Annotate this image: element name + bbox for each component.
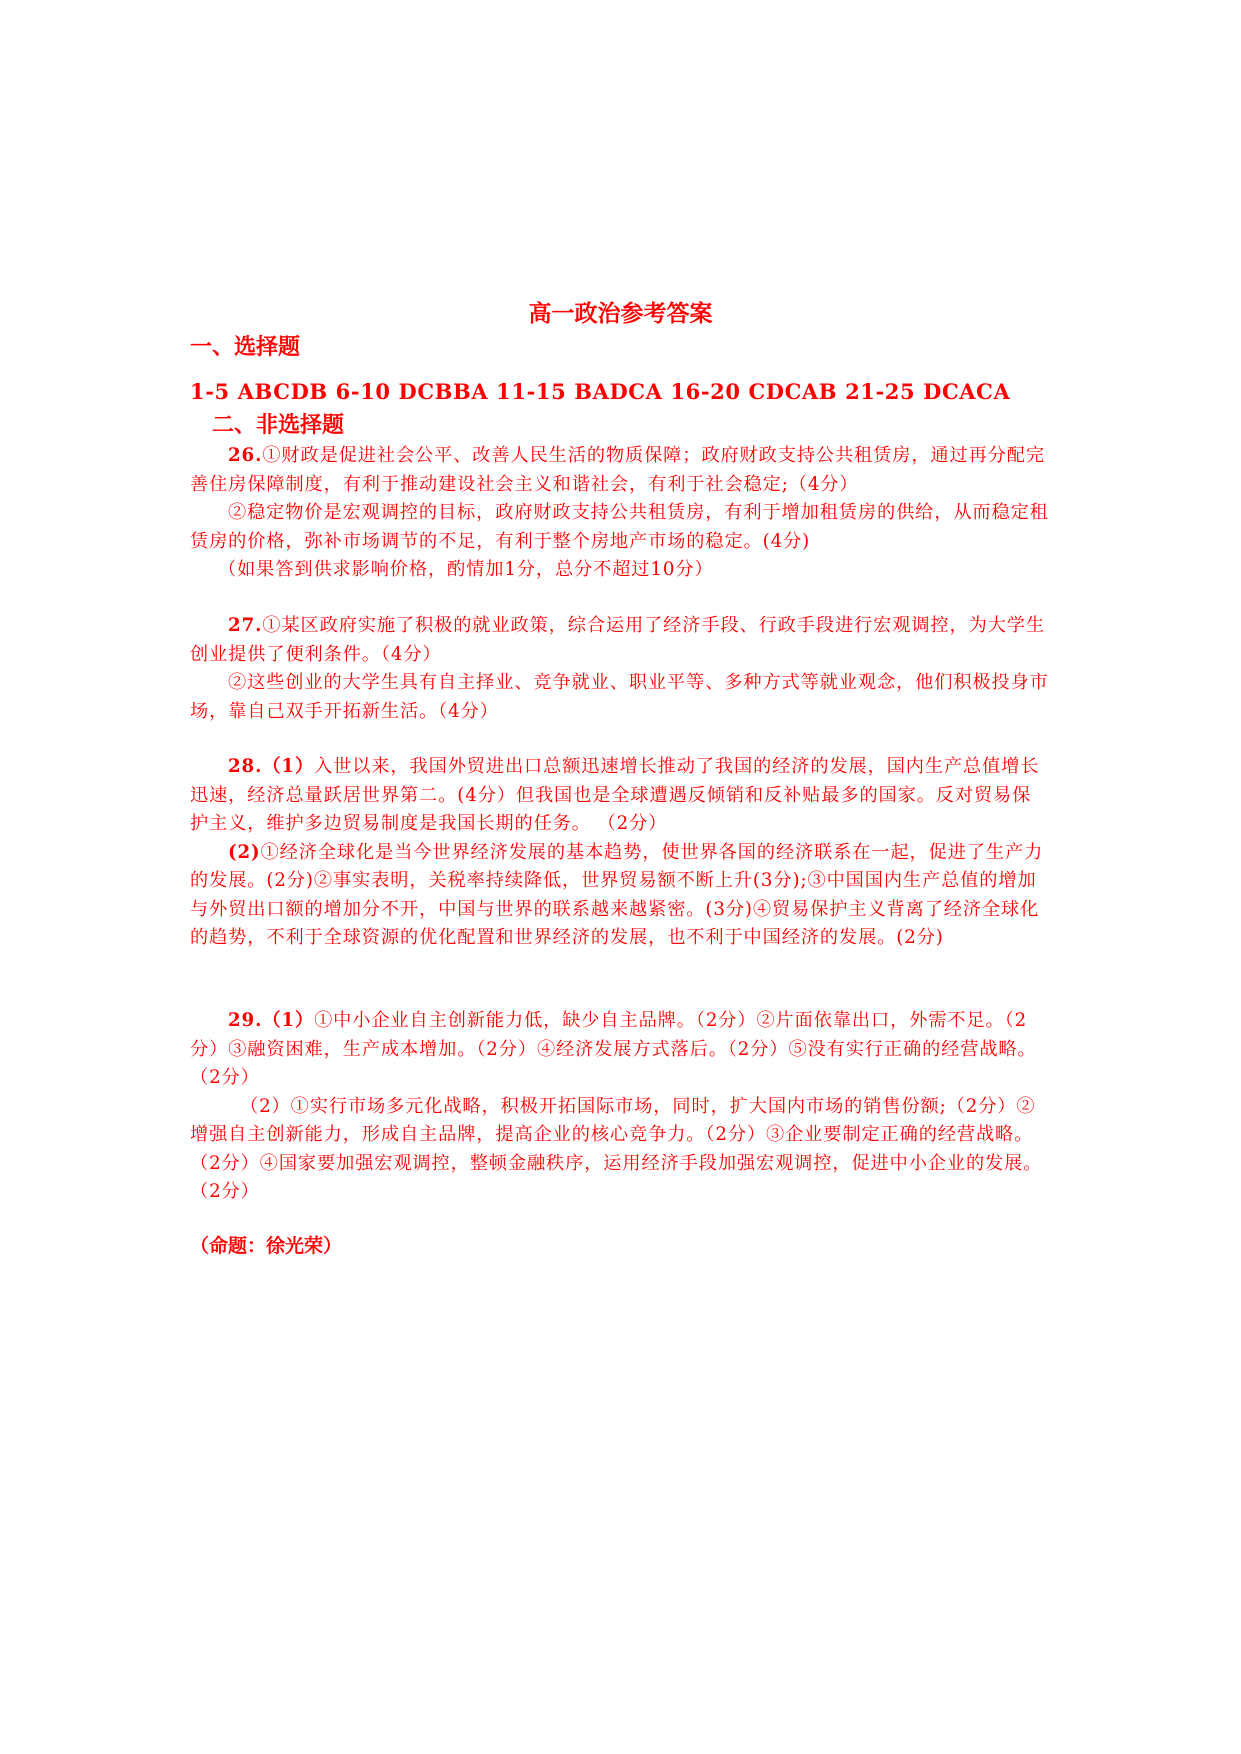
question-26-note: （如果答到供求影响价格，酌情加1分，总分不超过10分） xyxy=(218,559,714,580)
section-heading-non-choice: 二、非选择题 xyxy=(212,413,345,438)
question-28-text-1: 入世以来，我国外贸进出口总额迅速增长推动了我国的经济的发展，国内生产总值增长迅速，经济总量跃居世界第二。(4分）但我国也是全球遭遇反倾销和反补贴最多的国家。反对贸易保护主义，维护多边贸易制度是我国长期的任务。 （2分） xyxy=(190,756,1040,834)
question-28-paragraph-1 xyxy=(190,753,1050,839)
question-27-number: 27. xyxy=(228,615,263,636)
page-title: 高一政治参考答案 xyxy=(528,301,713,327)
question-29-paragraph-1 xyxy=(190,1007,1050,1093)
question-28 xyxy=(190,753,1050,953)
question-26-text-1: ①财政是促进社会公平、改善人民生活的物质保障；政府财政支持公共租赁房，通过再分配完善住房保障制度，有利于推动建设社会主义和谐社会，有利于社会稳定;（4分） xyxy=(190,445,1045,495)
answer-key: 1-5 ABCDB 6-10 DCBBA 11-15 BADCA 16-20 CDCAB 21-25 DCACA xyxy=(190,379,1011,404)
question-28-text-2: ①经济全球化是当今世界经济发展的基本趋势，使世界各国的经济联系在一起，促进了生产力的发展。(2分)②事实表明，关税率持续降低，世界贸易额不断上升(3分);③中国国内生产总值的增加与外贸出口额的增加分不开，中国与世界的联系越来越紧密。(3分)④贸易保护主义背离了经济全球化的趋势，不利于全球资源的优化配置和世界经济的发展，也不利于中国经济的发展。(2分) xyxy=(190,841,1044,948)
question-29-paragraph-2: （2）①实行市场多元化战略，积极开拓国际市场，同时，扩大国内市场的销售份额;（2分）②增强自主创新能力，形成自主品牌，提高企业的核心竞争力。（2分）③企业要制定正确的经营战略。（2分）④国家要加强宏观调控，整顿金融秩序，运用经济手段加强宏观调控，促进中小企业的发展。（2分） xyxy=(190,1095,1043,1202)
question-28-paragraph-2 xyxy=(190,839,1050,953)
question-29 xyxy=(190,1007,1050,1207)
question-29-text-1: ①中小企业自主创新能力低，缺少自主品牌。（2分）②片面依靠出口，外需不足。（2分）③融资困难，生产成本增加。（2分）④经济发展方式落后。（2分）⑤没有实行正确的经营战略。（2分） xyxy=(190,1010,1037,1088)
question-27-paragraph-2: ②这些创业的大学生具有自主择业、竞争就业、职业平等、多种方式等就业观念，他们积极投身市场，靠自己双手开拓新生活。（4分） xyxy=(190,672,1049,722)
question-26-number: 26. xyxy=(228,445,263,466)
question-29-number: 29.（1） xyxy=(228,1010,315,1031)
question-26-paragraph-2: ②稳定物价是宏观调控的目标，政府财政支持公共租赁房，有利于增加租赁房的供给，从而稳定租赁房的价格，弥补市场调节的不足，有利于整个房地产市场的稳定。(4分) xyxy=(190,502,1049,552)
question-28-number: 28.（1） xyxy=(228,756,315,777)
question-26-paragraph-1 xyxy=(190,442,1050,499)
question-27 xyxy=(190,612,1050,726)
author-credit: （命题：徐光荣） xyxy=(190,1235,343,1257)
question-27-paragraph-1 xyxy=(190,612,1050,669)
question-28-subnumber: (2) xyxy=(228,841,261,863)
question-26 xyxy=(190,442,1050,585)
question-27-text-1: ①某区政府实施了积极的就业政策，综合运用了经济手段、行政手段进行宏观调控，为大学生创业提供了便利条件。（4分） xyxy=(190,615,1045,665)
section-heading-choice: 一、选择题 xyxy=(190,335,301,360)
